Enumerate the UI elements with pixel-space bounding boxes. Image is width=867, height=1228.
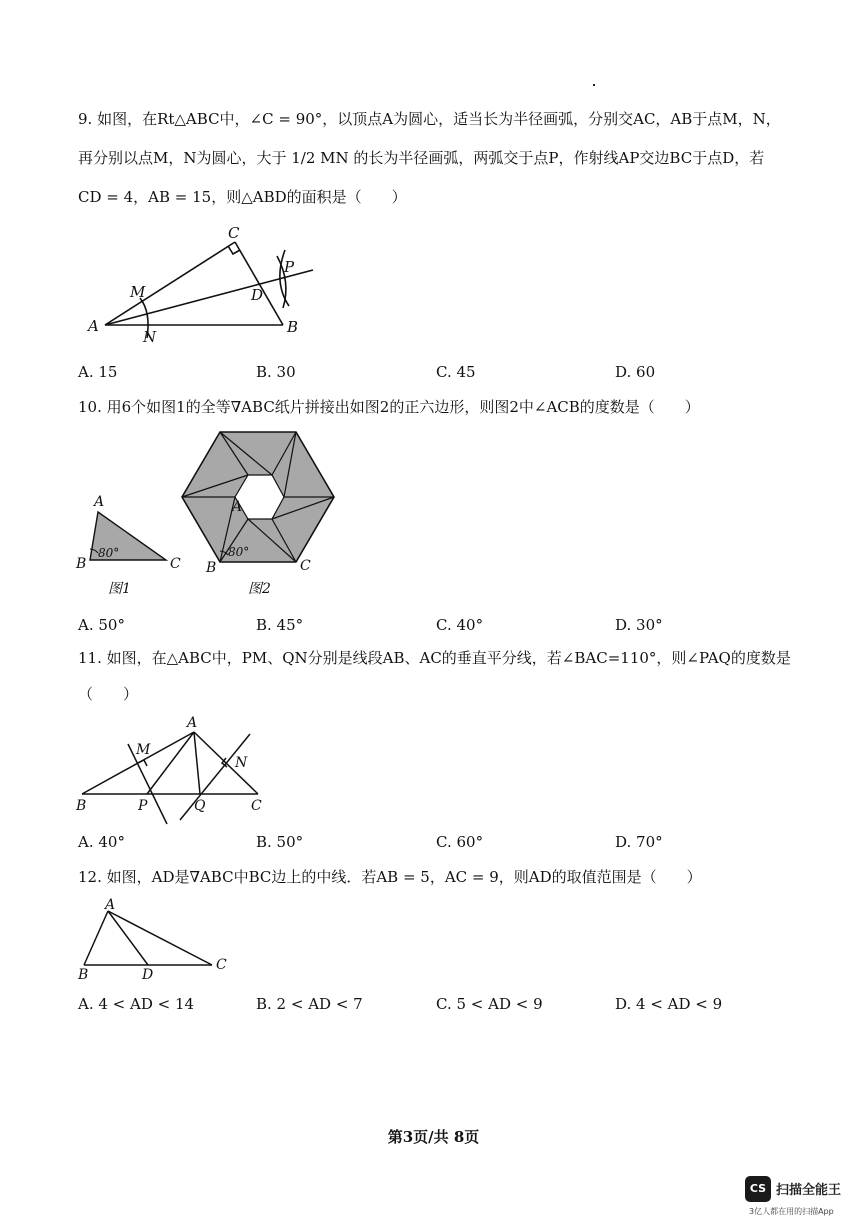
q11-label-b: B (76, 798, 87, 814)
q10-options (78, 616, 798, 640)
q12-label-d: D (142, 967, 154, 983)
q9-option-d[interactable]: D. 60 (615, 363, 656, 381)
q11-label-q: Q (194, 798, 206, 814)
camscanner-logo-icon: CS (745, 1176, 771, 1202)
watermark-tagline: 3亿人都在用的扫描App (749, 1207, 834, 1216)
q11-option-c[interactable]: C. 60° (436, 833, 484, 851)
q12-label-a: A (105, 897, 116, 913)
q10-option-b[interactable]: B. 45° (256, 616, 304, 634)
q11-label-p: P (138, 798, 148, 814)
fig1-caption: 图1 (108, 581, 131, 597)
fig1-angle: 80° (98, 546, 120, 560)
q9-label-b: B (287, 318, 299, 336)
fig2-label-b: B (206, 560, 217, 576)
q9-label-m: M (130, 283, 146, 301)
q9-line-3: CD = 4，AB = 15，则△ABD的面积是（ ） (78, 188, 407, 206)
q11-line-1: 11. 如图，在△ABC中，PM、QN分别是线段AB、AC的垂直平分线，若∠BAC=110°，则∠PAQ的度数是 (78, 649, 791, 667)
fig2-caption: 图2 (248, 581, 271, 597)
q11-option-b[interactable]: B. 50° (256, 833, 304, 851)
q12-option-a[interactable]: A. 4 < AD < 14 (78, 995, 195, 1013)
q11-label-c: C (251, 798, 262, 814)
speck (593, 84, 595, 86)
q12-label-b: B (78, 967, 89, 983)
q9-options (78, 363, 798, 387)
fig2-angle: 80° (228, 545, 250, 559)
q12-line-1: 12. 如图，AD是∇ABC中BC边上的中线．若AB = 5，AC = 9，则AD的取值范围是（ ） (78, 868, 702, 886)
q11-label-a: A (187, 715, 198, 731)
question-12 (78, 858, 798, 897)
q9-label-c: C (228, 224, 240, 242)
q11-figure (70, 712, 280, 827)
fig1-label-b: B (76, 556, 87, 572)
q10-option-a[interactable]: A. 50° (78, 616, 125, 634)
q9-option-c[interactable]: C. 45 (436, 363, 476, 381)
q10-figure (70, 425, 350, 610)
scanner-watermark (745, 1176, 860, 1220)
q9-figure (85, 220, 325, 350)
question-11 (78, 640, 798, 712)
question-10 (78, 388, 798, 427)
fig1-label-a: A (94, 494, 105, 510)
question-9 (78, 100, 798, 217)
q12-figure (72, 895, 242, 990)
q11-option-a[interactable]: A. 40° (78, 833, 125, 851)
fig2-label-a: A (232, 499, 243, 515)
q9-label-p: P (284, 258, 295, 276)
q9-label-n: N (143, 328, 157, 346)
fig1-label-c: C (170, 556, 181, 572)
q11-label-m: M (136, 742, 151, 758)
q9-line-1: 9. 如图，在Rt△ABC中，∠C = 90°，以顶点A为圆心，适当长为半径画弧，分别交AC，AB于点M，N， (78, 110, 781, 128)
q11-option-d[interactable]: D. 70° (615, 833, 663, 851)
q10-option-c[interactable]: C. 40° (436, 616, 484, 634)
q12-option-c[interactable]: C. 5 < AD < 9 (436, 995, 543, 1013)
q9-label-a: A (88, 317, 99, 335)
q9-option-b[interactable]: B. 30 (256, 363, 296, 381)
q12-option-d[interactable]: D. 4 < AD < 9 (615, 995, 723, 1013)
q10-line-1: 10. 用6个如图1的全等∇ABC纸片拼接出如图2的正六边形，则图2中∠ACB的度数是（ ） (78, 398, 700, 416)
q11-options (78, 833, 798, 857)
q9-line-2: 再分别以点M，N为圆心，大于 1/2 MN 的长为半径画弧，两弧交于点P，作射线AP交边BC于点D，若 (78, 149, 765, 167)
page-number: 第3页/共 8页 (387, 1128, 480, 1146)
watermark-name: 扫描全能王 (776, 1183, 842, 1198)
q11-line-2: （ ） (78, 685, 139, 703)
q11-label-n: N (235, 755, 248, 771)
q10-option-d[interactable]: D. 30° (615, 616, 663, 634)
q9-label-d: D (251, 286, 264, 304)
q12-option-b[interactable]: B. 2 < AD < 7 (256, 995, 363, 1013)
fig2-label-c: C (300, 558, 311, 574)
q9-option-a[interactable]: A. 15 (78, 363, 118, 381)
q12-options (78, 995, 798, 1019)
q12-label-c: C (216, 957, 227, 973)
